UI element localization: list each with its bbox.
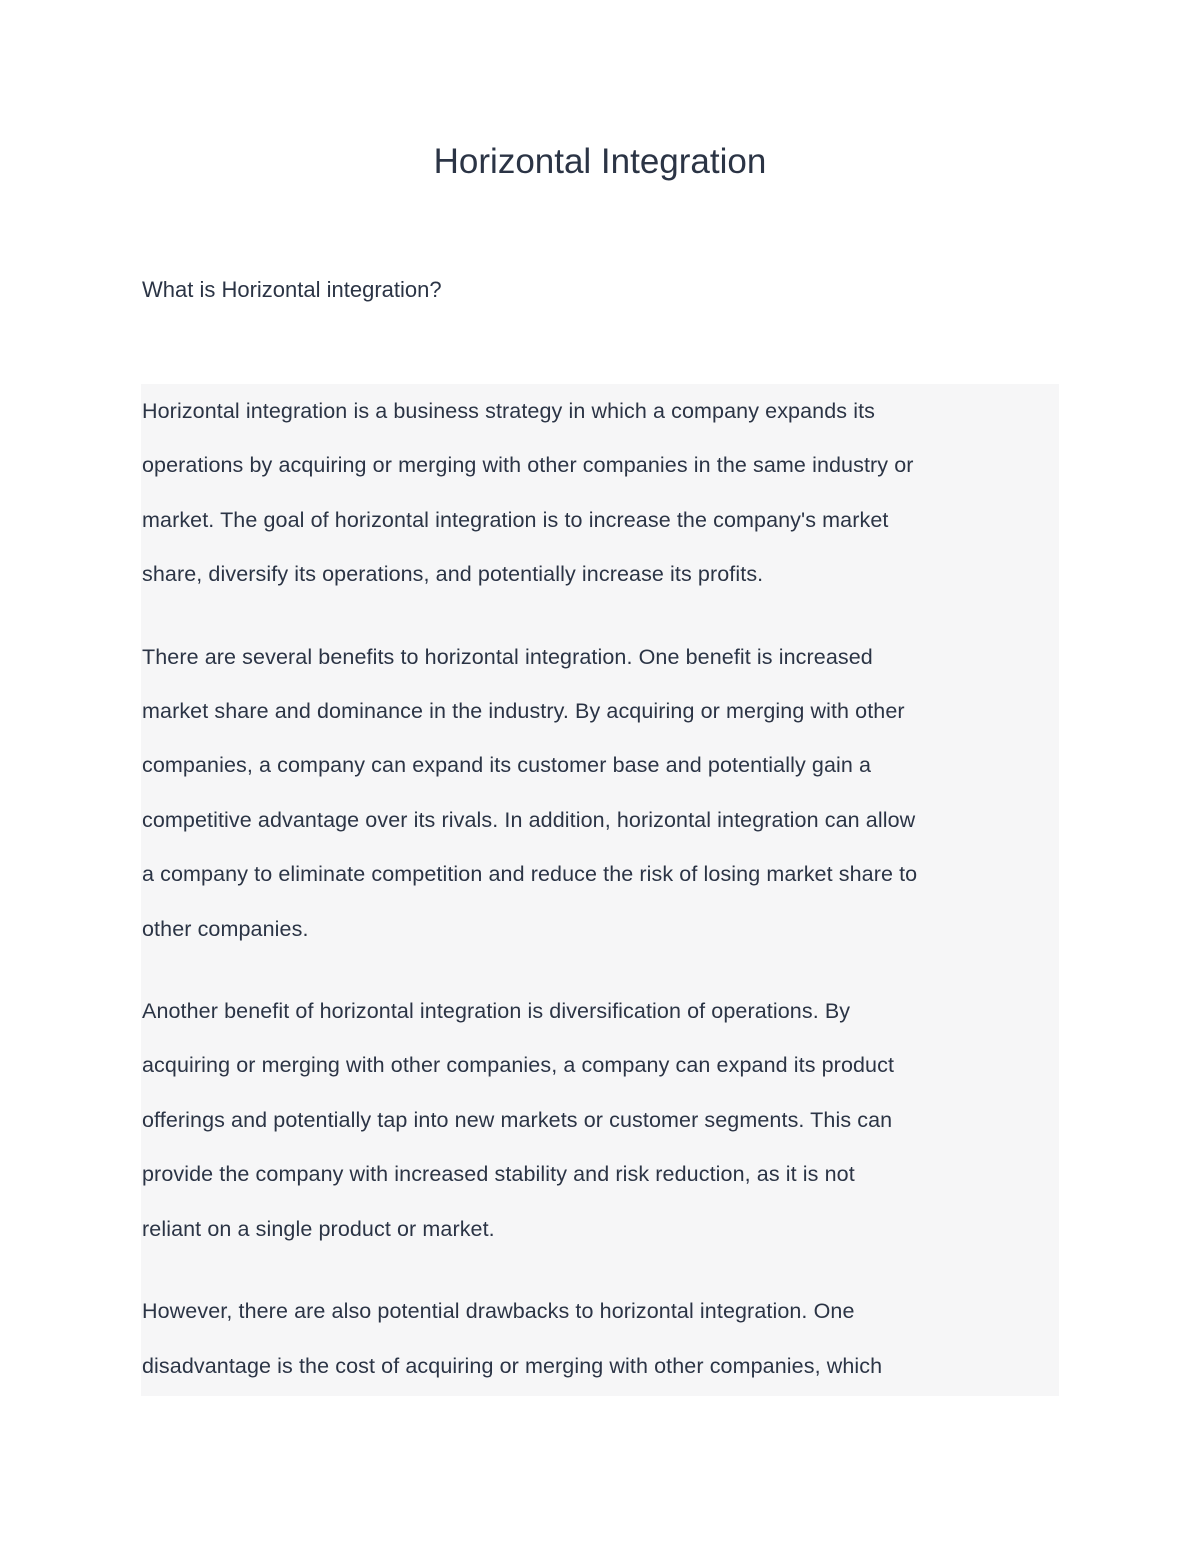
paragraph-benefits-diversification	[141, 984, 1059, 1256]
text-line: Horizontal integration is a business strategy in which a company expands its	[142, 399, 876, 423]
paragraph-definition	[141, 384, 1059, 602]
paragraph-drawbacks	[141, 1284, 1059, 1393]
text-line: offerings and potentially tap into new markets or customer segments. This can	[142, 1107, 893, 1132]
section-question: What is Horizontal integration?	[142, 277, 442, 302]
text-line: reliant on a single product or market.	[142, 1216, 495, 1241]
text-line: However, there are also potential drawbacks to horizontal integration. One	[142, 1299, 855, 1324]
text-line: market share and dominance in the industry. By acquiring or merging with other	[142, 699, 905, 724]
text-line: disadvantage is the cost of acquiring or merging with other companies, which	[142, 1353, 883, 1378]
text-line: provide the company with increased stability and risk reduction, as it is not	[142, 1162, 855, 1187]
text-line: companies, a company can expand its customer base and potentially gain a	[142, 753, 872, 778]
text-line: market. The goal of horizontal integration is to increase the company's market	[142, 507, 889, 532]
text-line: competitive advantage over its rivals. In addition, horizontal integration can allow	[142, 807, 916, 832]
document-title: Horizontal Integration	[433, 142, 767, 181]
paragraph-benefits-market-share	[141, 630, 1059, 956]
highlighted-body-text	[141, 384, 1059, 1396]
text-line: share, diversify its operations, and potentially increase its profits.	[142, 562, 764, 587]
text-line: other companies.	[142, 916, 309, 941]
text-line: a company to eliminate competition and reduce the risk of losing market share to	[142, 862, 918, 887]
text-line: There are several benefits to horizontal integration. One benefit is increased	[142, 644, 873, 669]
text-line: acquiring or merging with other companies, a company can expand its product	[142, 1053, 895, 1078]
text-line: operations by acquiring or merging with other companies in the same industry or	[142, 453, 914, 478]
text-line: Another benefit of horizontal integration is diversification of operations. By	[142, 999, 851, 1024]
